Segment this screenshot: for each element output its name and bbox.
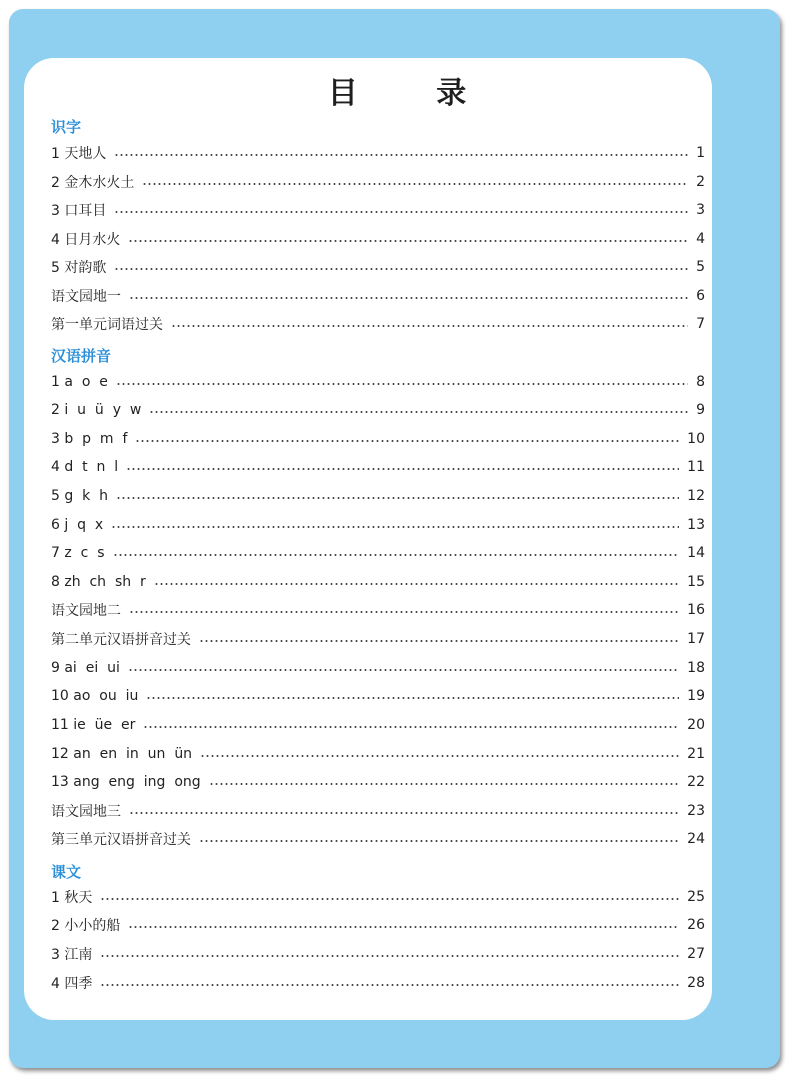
toc-entry-page: 11 [687, 459, 705, 475]
dot-leader [154, 583, 679, 585]
toc-entry-label: 6 j q x [51, 517, 104, 533]
toc-entry-page: 6 [696, 288, 705, 304]
toc-entry-page: 12 [687, 488, 705, 504]
toc-entry[interactable] [51, 599, 705, 621]
toc-entry[interactable] [51, 714, 705, 736]
toc-entry[interactable] [51, 571, 705, 593]
dot-leader [199, 840, 679, 842]
page-title: 目 录 [327, 76, 501, 111]
toc-entry-page: 7 [696, 316, 705, 332]
toc-entry-label: 8 zh ch sh r [51, 574, 146, 590]
toc-entry-page: 8 [696, 374, 705, 390]
toc-entry-label: 10 ao ou iu [51, 688, 139, 704]
dot-leader [100, 898, 679, 900]
toc-entry-page: 9 [696, 402, 705, 418]
toc-entry-label: 5 对韵歌 [51, 260, 107, 276]
toc-entry[interactable] [51, 542, 705, 564]
toc-entry[interactable] [51, 800, 705, 822]
toc-entry-label: 第三单元汉语拼音过关 [51, 832, 191, 848]
toc-entry[interactable] [51, 685, 705, 707]
dot-leader [135, 440, 679, 442]
toc-entry[interactable] [51, 886, 705, 908]
toc-entry-label: 1 a o e [51, 374, 108, 390]
section-heading: 汉语拼音 [51, 347, 112, 365]
toc-entry[interactable] [51, 171, 705, 193]
toc-entry[interactable] [51, 657, 705, 679]
toc-entry-page: 17 [687, 631, 705, 647]
dot-leader [128, 240, 688, 242]
toc-entry-label: 第一单元词语过关 [51, 317, 163, 333]
toc-entry-label: 2 小小的船 [51, 918, 121, 934]
toc-entry-page: 1 [696, 145, 705, 161]
toc-entry-page: 23 [687, 803, 705, 819]
toc-entry-page: 18 [687, 660, 705, 676]
toc-entry[interactable] [51, 914, 705, 936]
dot-leader [209, 783, 680, 785]
toc-entry[interactable] [51, 456, 705, 478]
toc-entry[interactable] [51, 771, 705, 793]
dot-leader [142, 183, 688, 185]
dot-leader [114, 211, 688, 213]
section-heading: 课文 [51, 863, 82, 881]
dot-leader [114, 154, 688, 156]
toc-entry-label: 7 z c s [51, 545, 105, 561]
toc-entry[interactable] [51, 972, 705, 994]
toc-entry-label: 9 ai ei ui [51, 660, 120, 676]
section-heading: 识字 [51, 118, 82, 136]
toc-entry[interactable] [51, 313, 705, 335]
toc-entry[interactable] [51, 828, 705, 850]
toc-entry-page: 27 [687, 946, 705, 962]
toc-entry-label: 2 金木水火土 [51, 175, 135, 191]
toc-entry-label: 11 ie üe er [51, 717, 136, 733]
toc-entry-page: 10 [687, 431, 705, 447]
toc-entry[interactable] [51, 943, 705, 965]
toc-entry-label: 语文园地一 [51, 289, 121, 305]
toc-entry[interactable] [51, 256, 705, 278]
toc-entry-page: 22 [687, 774, 705, 790]
dot-leader [114, 268, 688, 270]
dot-leader [143, 726, 679, 728]
toc-entry-label: 4 d t n l [51, 459, 119, 475]
toc-entry[interactable] [51, 142, 705, 164]
toc-entry-page: 15 [687, 574, 705, 590]
dot-leader [129, 812, 679, 814]
toc-entry-label: 第二单元汉语拼音过关 [51, 632, 191, 648]
dot-leader [116, 383, 688, 385]
toc-entry-label: 4 日月水火 [51, 232, 121, 248]
toc-entry-page: 13 [687, 517, 705, 533]
toc-entry[interactable] [51, 514, 705, 536]
toc-entry-page: 2 [696, 174, 705, 190]
toc-entry-page: 24 [687, 831, 705, 847]
toc-entry-page: 16 [687, 602, 705, 618]
toc-entry-page: 5 [696, 259, 705, 275]
toc-entry-label: 12 an en in un ün [51, 746, 193, 762]
toc-entry-label: 1 秋天 [51, 890, 93, 906]
dot-leader [113, 554, 680, 556]
toc-entry-page: 3 [696, 202, 705, 218]
toc-entry-label: 13 ang eng ing ong [51, 774, 201, 790]
dot-leader [126, 468, 679, 470]
toc-entry-page: 28 [687, 975, 705, 991]
toc-entry-label: 3 口耳目 [51, 203, 107, 219]
dot-leader [149, 411, 688, 413]
dot-leader [200, 755, 679, 757]
toc-entry[interactable] [51, 485, 705, 507]
toc-entry[interactable] [51, 428, 705, 450]
toc-entry-label: 3 b p m f [51, 431, 128, 447]
toc-entry-page: 20 [687, 717, 705, 733]
toc-entry[interactable] [51, 285, 705, 307]
dot-leader [171, 325, 688, 327]
dot-leader [146, 697, 679, 699]
toc-entry-page: 19 [687, 688, 705, 704]
dot-leader [128, 926, 679, 928]
toc-entry-label: 1 天地人 [51, 146, 107, 162]
toc-entry-page: 25 [687, 889, 705, 905]
toc-entry[interactable] [51, 371, 705, 393]
dot-leader [129, 297, 688, 299]
dot-leader [129, 611, 679, 613]
toc-entry[interactable] [51, 199, 705, 221]
toc-entry[interactable] [51, 628, 705, 650]
toc-entry-page: 14 [687, 545, 705, 561]
toc-entry-page: 4 [696, 231, 705, 247]
toc-entry-label: 4 四季 [51, 976, 93, 992]
dot-leader [128, 669, 679, 671]
toc-entry-label: 2 i u ü y w [51, 402, 142, 418]
toc-entry[interactable] [51, 228, 705, 250]
toc-entry[interactable] [51, 399, 705, 421]
dot-leader [100, 984, 679, 986]
dot-leader [199, 640, 679, 642]
toc-entry-label: 5 g k h [51, 488, 109, 504]
toc-entry[interactable] [51, 743, 705, 765]
dot-leader [116, 497, 679, 499]
toc-entry-label: 语文园地三 [51, 804, 121, 820]
dot-leader [111, 526, 679, 528]
toc-entry-label: 语文园地二 [51, 603, 121, 619]
toc-entry-page: 21 [687, 746, 705, 762]
dot-leader [100, 955, 679, 957]
toc-entry-page: 26 [687, 917, 705, 933]
toc-entry-label: 3 江南 [51, 947, 93, 963]
